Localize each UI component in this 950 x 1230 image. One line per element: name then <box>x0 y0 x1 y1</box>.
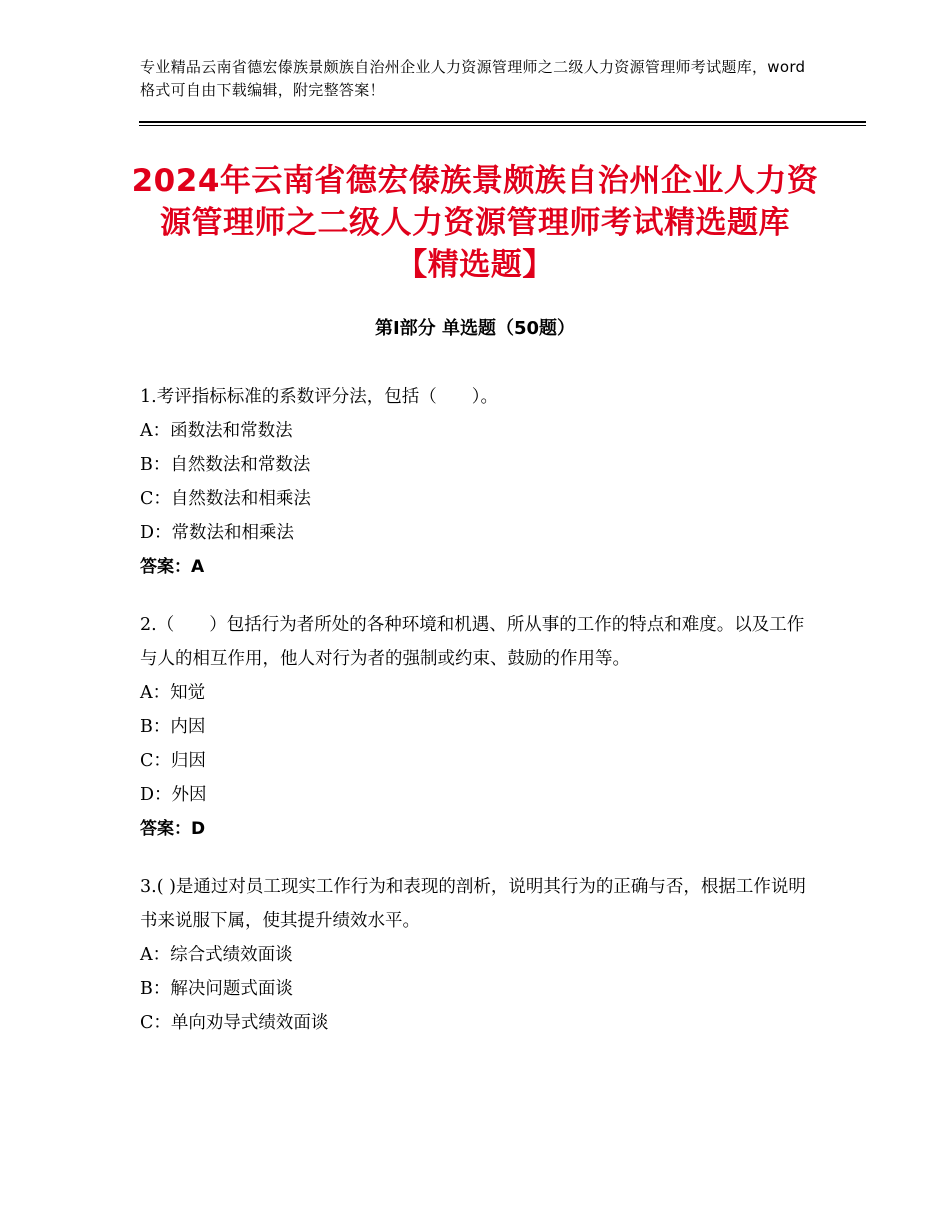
question-3 <box>140 870 820 1040</box>
header-note: 专业精品云南省德宏傣族景颇族自治州企业人力资源管理师之二级人力资源管理师考试题库，word格式可自由下载编辑，附完整答案！ <box>140 58 806 99</box>
answer: 答案：A <box>140 557 205 577</box>
option-c: C：单向劝导式绩效面谈 <box>140 1013 329 1033</box>
option-c: C：归因 <box>140 751 206 771</box>
question-1 <box>140 380 820 584</box>
option-a: A：知觉 <box>140 683 206 703</box>
option-b: B：解决问题式面谈 <box>140 979 293 999</box>
option-a: A：综合式绩效面谈 <box>140 945 293 965</box>
answer: 答案：D <box>140 819 206 839</box>
header-divider-thin <box>139 125 866 126</box>
question-stem: 1.考评指标标准的系数评分法，包括（ ）。 <box>140 387 498 407</box>
question-2 <box>140 608 820 846</box>
question-stem: 2.（ ）包括行为者所处的各种环境和机遇、所从事的工作的特点和难度。以及工作与人的相互作用，他人对行为者的强制或约束、鼓励的作用等。 <box>140 615 805 669</box>
question-list <box>140 380 820 1064</box>
option-a: A：函数法和常数法 <box>140 421 293 441</box>
header-divider <box>139 121 866 123</box>
question-stem: 3.( )是通过对员工现实工作行为和表现的剖析，说明其行为的正确与否，根据工作说明书来说服下属，使其提升绩效水平。 <box>140 877 806 931</box>
option-b: B：内因 <box>140 717 206 737</box>
section-heading: 第Ⅰ部分 单选题（50题） <box>374 318 575 339</box>
option-c: C：自然数法和相乘法 <box>140 489 311 509</box>
option-d: D：外因 <box>140 785 207 805</box>
option-b: B：自然数法和常数法 <box>140 455 311 475</box>
document-title: 2024年云南省德宏傣族景颇族自治州企业人力资源管理师之二级人力资源管理师考试精选题库【精选题】 <box>131 163 819 283</box>
option-d: D：常数法和相乘法 <box>140 523 295 543</box>
